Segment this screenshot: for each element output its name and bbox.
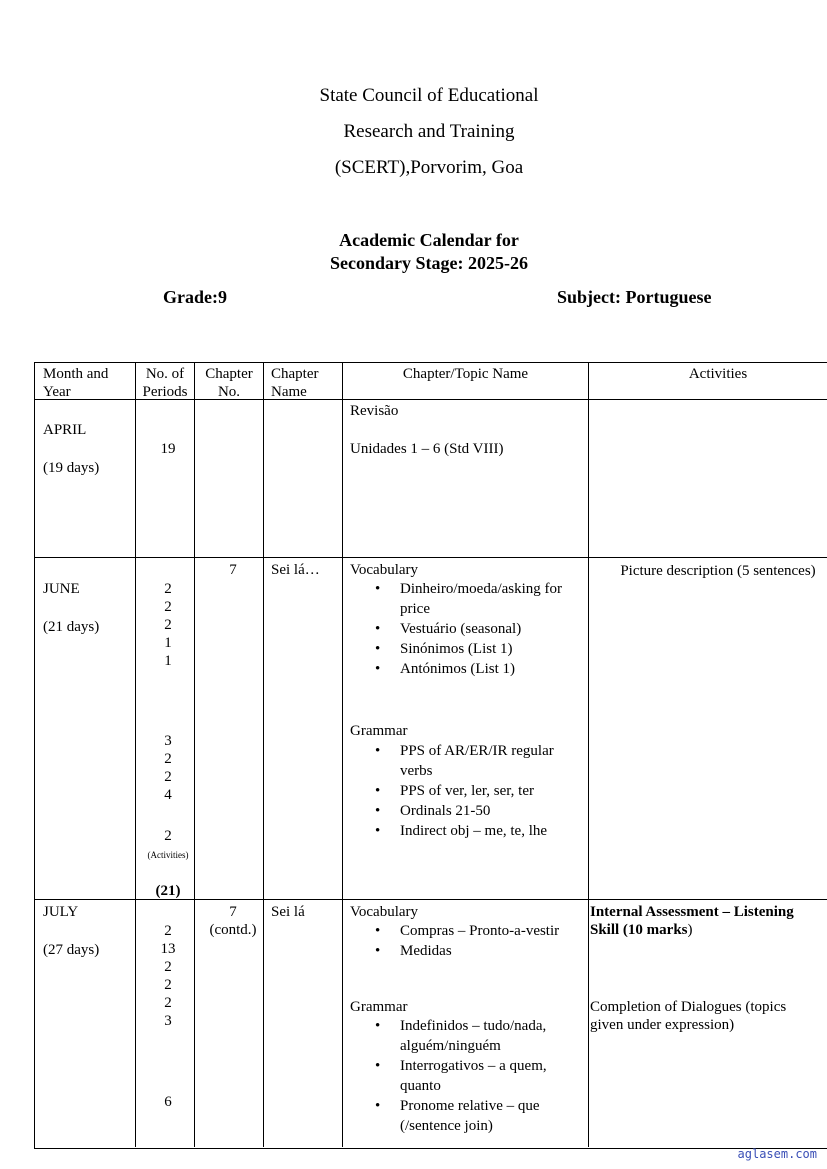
- row-divider: [34, 557, 827, 558]
- org-name-line3: (SCERT),Porvorim, Goa: [334, 157, 524, 178]
- list-item: • Pronome relative – que (/sentence join): [350, 1096, 588, 1136]
- topic-unidades: Unidades 1 – 6 (Std VIII): [350, 441, 504, 457]
- month-july: JULY: [43, 904, 79, 920]
- grammar-heading-july: Grammar: [350, 999, 408, 1015]
- vocab-heading-june: Vocabulary: [350, 562, 419, 578]
- doc-title-line2: Secondary Stage: 2025-26: [330, 253, 528, 273]
- periods-june-activities: 2: [164, 828, 172, 844]
- grammar-list-july: [350, 1016, 588, 1136]
- col-header-chapter-no: Chapter No.: [205, 366, 253, 400]
- vocab-list-june: [350, 579, 588, 679]
- org-name-line1: State Council of Educational: [319, 85, 539, 106]
- col-header-topic: Chapter/Topic Name: [402, 366, 529, 382]
- periods-total-june: (21): [155, 883, 181, 899]
- col-header-periods: No. of Periods: [142, 366, 188, 400]
- periods-note: (Activities): [147, 850, 189, 860]
- list-item: • Interrogativos – a quem, quanto: [350, 1056, 588, 1096]
- list-item: • PPS of AR/ER/IR regular verbs: [350, 741, 588, 781]
- periods-july: 2 13 2 2 2 3: [160, 923, 176, 1029]
- vocab-list-july: [350, 921, 588, 961]
- grade-label: Grade:9: [163, 287, 227, 307]
- periods-june: 3 2 2 4: [164, 733, 172, 803]
- topic-revisao: Revisão: [350, 403, 399, 419]
- col-divider: [263, 362, 264, 1147]
- list-item: • Indirect obj – me, te, lhe: [350, 821, 588, 841]
- vocab-heading-july: Vocabulary: [350, 904, 419, 920]
- days-june: (21 days): [43, 619, 100, 635]
- month-april: APRIL: [43, 422, 87, 438]
- col-divider: [342, 362, 343, 1147]
- list-item: • Medidas: [350, 941, 588, 961]
- list-item: • Antónimos (List 1): [350, 659, 588, 679]
- periods-june: 2 2 2 1 1: [164, 581, 172, 669]
- subject-label: Subject: Portuguese: [557, 287, 712, 307]
- chapter-no-june: 7: [229, 562, 237, 578]
- list-item: • PPS of ver, ler, ser, ter: [350, 781, 588, 801]
- list-item: • Sinónimos (List 1): [350, 639, 588, 659]
- col-header-activities: Activities: [688, 366, 748, 382]
- chapter-name-june: Sei lá…: [271, 562, 320, 578]
- doc-title-line1: Academic Calendar for: [339, 230, 519, 250]
- days-july: (27 days): [43, 942, 100, 958]
- assessment-july: Internal Assessment – Listening Skill (10 marks): [590, 904, 794, 938]
- list-item: • Vestuário (seasonal): [350, 619, 588, 639]
- org-name-line2: Research and Training: [343, 121, 515, 142]
- days-april: (19 days): [43, 460, 100, 476]
- list-item: • Compras – Pronto-a-vestir: [350, 921, 588, 941]
- list-item: • Dinheiro/moeda/asking for price: [350, 579, 588, 619]
- grammar-heading-june: Grammar: [350, 723, 408, 739]
- periods-july-last: 6: [164, 1094, 172, 1110]
- activity-june: Picture description (5 sentences): [620, 563, 816, 579]
- chapter-no-july: 7 (contd.): [209, 904, 257, 938]
- month-june: JUNE: [43, 581, 80, 597]
- activity-july: Completion of Dialogues (topics given under expression): [590, 999, 787, 1033]
- chapter-name-july: Sei lá: [271, 904, 305, 920]
- watermark: aglasem.com: [737, 1147, 817, 1161]
- list-item: • Ordinals 21-50: [350, 801, 588, 821]
- col-header-month: Month and Year: [43, 366, 109, 400]
- grammar-list-june: [350, 741, 588, 841]
- col-divider: [588, 362, 589, 1147]
- list-item: • Indefinidos – tudo/nada, alguém/ninguém: [350, 1016, 588, 1056]
- col-header-chapter-name: Chapter Name: [271, 366, 319, 400]
- periods-april: 19: [160, 441, 176, 457]
